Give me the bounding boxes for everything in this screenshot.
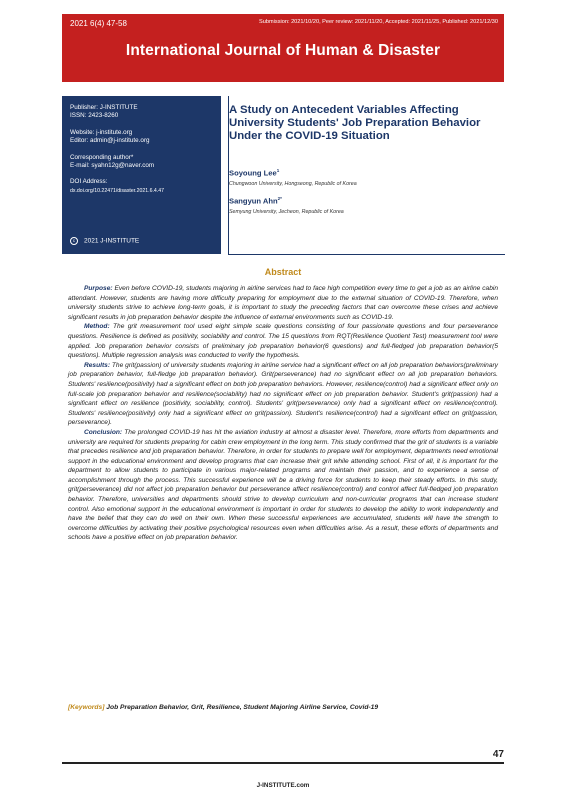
abstract-heading: Abstract [264,267,302,277]
volume-info: 2021 6(4) 47-58 [70,19,127,28]
website-link[interactable]: Website: j-institute.org [70,128,133,136]
footer-site[interactable]: J-INSTITUTE.com [256,782,310,789]
page-number: 47 [492,749,504,760]
author-1 [229,168,279,178]
submission-dates: Submission: 2021/10/20, Peer review: 2021/11/20, Accepted: 2021/11/25, Published: 2021/12/30 [259,19,498,25]
doi-label: DOI Address: [70,178,108,186]
purpose-label: Purpose: [84,285,113,292]
copyright-text: 2021 J-INSTITUTE [84,237,140,245]
author-2-name: Sangyun Ahn [229,196,278,206]
journal-banner [62,14,504,82]
publication-info-panel [62,96,221,254]
author-2-mark: 2* [277,196,282,201]
author-2-affiliation: Semyung University, Jecheon, Republic of Korea [229,209,344,215]
publisher: Publisher: J-INSTITUTE [70,104,138,111]
article-title: A Study on Antecedent Variables Affecting University Students' Job Preparation Behavior Under the COVID-19 Situation [229,104,481,143]
method-label: Method: [84,323,110,331]
author-1-affiliation: Chungwoon University, Hongseong, Republic of Korea [229,181,357,187]
copyright-icon: c [70,237,78,245]
editor-email[interactable]: Editor: admin@j-institute.org [70,137,150,145]
conclusion-label: Conclusion: [84,428,123,436]
results-text: The grit(passion) of university students majoring in airline service had a significant effect on all job preparation behaviors(preliminary job preparation behavior, full-fledge job preparation behavior). Grit(perseverance) had no significant effect on all job preparation behaviors. Students' resilience(positivity) had a significant effect on both job preparation behaviors. However, resilience(control) had a significant effect only on full-scale job preparation behavior and resilience(sociability) had no significant effect on job preparation behavior. Student's grit(passion) had a significant effect on resilience (positivity, sociability, control). Students' grit(perseverance) only had a significant effect on resilience(control). Students' resilience(positivity) only had a significant effect on grit(passion). Student's resilience(control) had a significant effect on grit(passion, perseverance). [68,361,498,427]
abstract-method [68,322,498,360]
issn: ISSN: 2423-8260 [70,112,119,120]
purpose-text: Even before COVID-19, students majoring in airline services had to face high competition every time to get a job as an airline cabin attendant. However, students are having more difficulty preparing for employment due to the external situation of COVID-19. Therefore, when university students strive to achieve long-term goals, it is important to study the preceding factors that can overcome these crises and achieve significant results in job preparation behavior despite the influence of external environments such as COVID-19. [68,285,498,321]
keywords [68,704,498,711]
author-1-mark: 1 [276,168,280,173]
abstract-purpose [68,284,498,322]
author-1-name: Soyoung Lee [229,168,277,178]
copyright [70,237,139,246]
corresponding-author-label: Corresponding author* [70,153,134,161]
author-email[interactable]: E-mail: syahn12g@naver.com [70,162,155,170]
footer-rule [62,762,504,764]
conclusion-text: The prolonged COVID-19 has hit the aviation industry at almost a disaster level. Therefore, more efforts from departments and university are required for students preparing for cabin crew employment in the long term. This study confirmed that the grit of students is a variable that precedes resilience and job preparation behavior. Therefore, in order for students to prepare well for employment, departments need emotional support in the educational environment and develop programs that can increase their grit while attending school. First of all, it is important for the department to allow students to participate in various major-related programs and maintain their passion, and to experience a sense of accomplishment through the process. This successful experience will be a driving force for students to keep their steady efforts. In this study, grit(perseverance) did not affect job preparation behavior but perseverance affect resilience(control) and control affect full-fledged job preparation behavior. Therefore, universities and departments should strive to develop curriculum and non-curricular programs that can increase student control. Also emotional support in the educational environment is important in order for students to develop the ability to work independently and have the belief that they can do well on their own. When these successful experiences are accumulated, students will have the strength to overcome difficulties by activating their positive psychological resources even when difficulties arise. As a result, these efforts of departments and schools have a positive effect on job preparation behavior. [68,428,498,542]
method-text: The grit measurement tool used eight simple scale questions consisting of four passionate questions and four perseverance questions. Resilience is defined as positivity, sociability and control. The 15 questions from RQT(Resilience Quotient Test) measurement tool were applied. Job preparation behavior consists of preliminary job preparation behavior(6 questions) and full-fledged job preparation behavior(5 questions). Multiple regression analysis was conducted to verify the hypothesis. [68,323,498,360]
abstract-results [68,361,498,428]
doi-link[interactable]: dx.doi.org/10.22471/disaster.2021.6.4.47 [70,187,165,194]
journal-title: International Journal of Human & Disaster [125,42,441,59]
abstract-conclusion [68,428,498,543]
author-2 [229,196,282,206]
article-header [228,96,505,255]
keywords-label: [Keywords] [68,704,105,711]
abstract-body [68,284,498,543]
keywords-text: Job Preparation Behavior, Grit, Resilience, Student Majoring Airline Service, Covid-19 [106,704,379,711]
results-label: Results: [84,361,111,369]
